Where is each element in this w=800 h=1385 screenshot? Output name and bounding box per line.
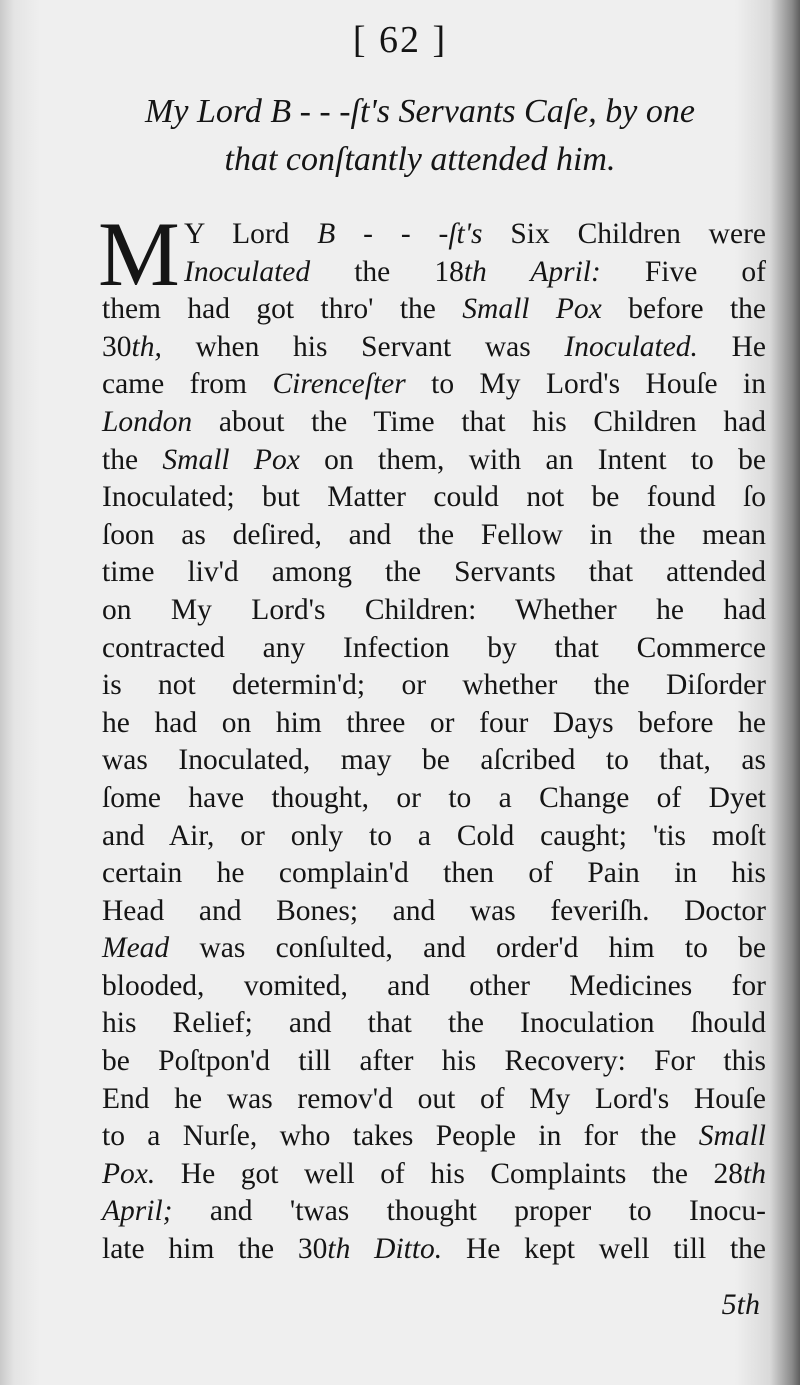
italic-text: Mead <box>102 932 170 965</box>
text-line <box>102 1193 766 1231</box>
roman-text: Five of <box>600 255 766 288</box>
text-line <box>102 968 766 1006</box>
text-line <box>102 592 766 630</box>
heading-line-2: that conſtantly attended him. <box>224 141 616 178</box>
roman-text: ſome have thought, or to a Change of Dyet <box>102 781 766 814</box>
italic-text: Small Pox <box>162 443 300 476</box>
roman-text: on them, with an Intent to be <box>299 443 767 476</box>
roman-text: before the <box>601 293 767 326</box>
text-line <box>102 1231 766 1269</box>
italic-text: th, <box>131 330 162 363</box>
roman-text: late him the 30 <box>102 1233 328 1266</box>
text-line <box>102 1081 766 1119</box>
text-line <box>102 329 766 367</box>
italic-text: London <box>102 405 193 438</box>
roman-text: He kept well till the <box>442 1233 766 1266</box>
roman-text: he had on him three or four Days before he <box>102 706 766 739</box>
text-line <box>102 818 766 856</box>
italic-text: B - - -ſt's <box>317 218 483 250</box>
roman-text: about the Time that his Children had <box>192 405 766 438</box>
text-line <box>102 1005 766 1043</box>
text-line <box>102 930 766 968</box>
text-line <box>102 517 766 555</box>
italic-text: Inoculated <box>184 255 311 288</box>
roman-text: came from <box>102 368 273 401</box>
text-line <box>102 404 766 442</box>
roman-text: Inoculated; but Matter could not be found ſo <box>102 481 766 514</box>
italic-text: April; <box>102 1195 173 1228</box>
text-line <box>102 893 766 931</box>
roman-text: He got well of his Complaints the 28 <box>155 1157 744 1190</box>
italic-text: Pox. <box>102 1157 156 1190</box>
roman-text: to My Lord's Houſe in <box>405 368 766 401</box>
text-line <box>102 667 766 705</box>
text-line <box>102 855 766 893</box>
text-line <box>102 705 766 743</box>
text-line <box>102 216 766 254</box>
text-line <box>102 630 766 668</box>
roman-text: the 18 <box>310 255 464 288</box>
roman-text: Head and Bones; and was feveriſh. Doctor <box>102 894 766 927</box>
roman-text: End he was remov'd out of My Lord's Houſe <box>102 1082 766 1115</box>
text-line <box>102 479 766 517</box>
italic-text: th April: <box>463 255 601 288</box>
text-line <box>102 1156 766 1194</box>
text-lines <box>102 216 766 1269</box>
catchword: 5th <box>721 1288 760 1321</box>
roman-text: time liv'd among the Servants that attended <box>102 556 766 589</box>
roman-text: his Relief; and that the Inoculation ſhould <box>102 1007 766 1040</box>
italic-text: th <box>743 1157 766 1190</box>
page-number: [ 62 ] <box>352 19 448 61</box>
roman-text: the <box>102 443 163 476</box>
drop-cap: M <box>98 203 180 305</box>
italic-text: Small <box>698 1120 766 1153</box>
roman-text: and Air, or only to a Cold caught; 'tis moſt <box>102 819 766 852</box>
roman-text: Y Lord <box>184 218 318 250</box>
roman-text: and 'twas thought proper to Inocu- <box>172 1195 766 1228</box>
roman-text: contracted any Infection by that Commerce <box>102 631 766 664</box>
text-line <box>102 780 766 818</box>
text-line <box>102 1043 766 1081</box>
italic-text: Cirenceſter <box>272 368 406 401</box>
roman-text: on My Lord's Children: Whether he had <box>102 593 766 626</box>
text-line <box>102 254 766 292</box>
text-line <box>102 1118 766 1156</box>
text-line <box>102 291 766 329</box>
italic-text: Inoculated. <box>564 330 698 363</box>
roman-text: 30 <box>102 330 132 363</box>
roman-text: blooded, vomited, and other Medicines for <box>102 969 766 1002</box>
roman-text: was Inoculated, may be aſcribed to that, as <box>102 744 766 777</box>
italic-text: Small Pox <box>462 293 602 326</box>
roman-text: was conſulted, and order'd him to be <box>169 932 766 965</box>
roman-text: them had got thro' the <box>102 293 463 326</box>
heading-line-1: My Lord B - - -ſt's Servants Caſe, by one <box>145 93 695 130</box>
roman-text: certain he complain'd then of Pain in his <box>102 857 766 890</box>
text-line <box>102 742 766 780</box>
text-line <box>102 442 766 480</box>
roman-text: be Poſtpon'd till after his Recovery: For this <box>102 1045 766 1078</box>
roman-text: when his Servant was <box>161 330 565 363</box>
roman-text: ſoon as deſired, and the Fellow in the mean <box>102 518 766 551</box>
section-heading <box>70 88 770 184</box>
text-line <box>102 554 766 592</box>
roman-text: Six Children were <box>482 218 766 250</box>
text-line <box>102 366 766 404</box>
roman-text: is not determin'd; or whether the Diſorder <box>102 669 766 702</box>
roman-text: to a Nurſe, who takes People in for the <box>102 1120 699 1153</box>
roman-text: He <box>697 330 766 363</box>
body-text <box>98 203 767 1269</box>
italic-text: th Ditto. <box>327 1233 443 1266</box>
